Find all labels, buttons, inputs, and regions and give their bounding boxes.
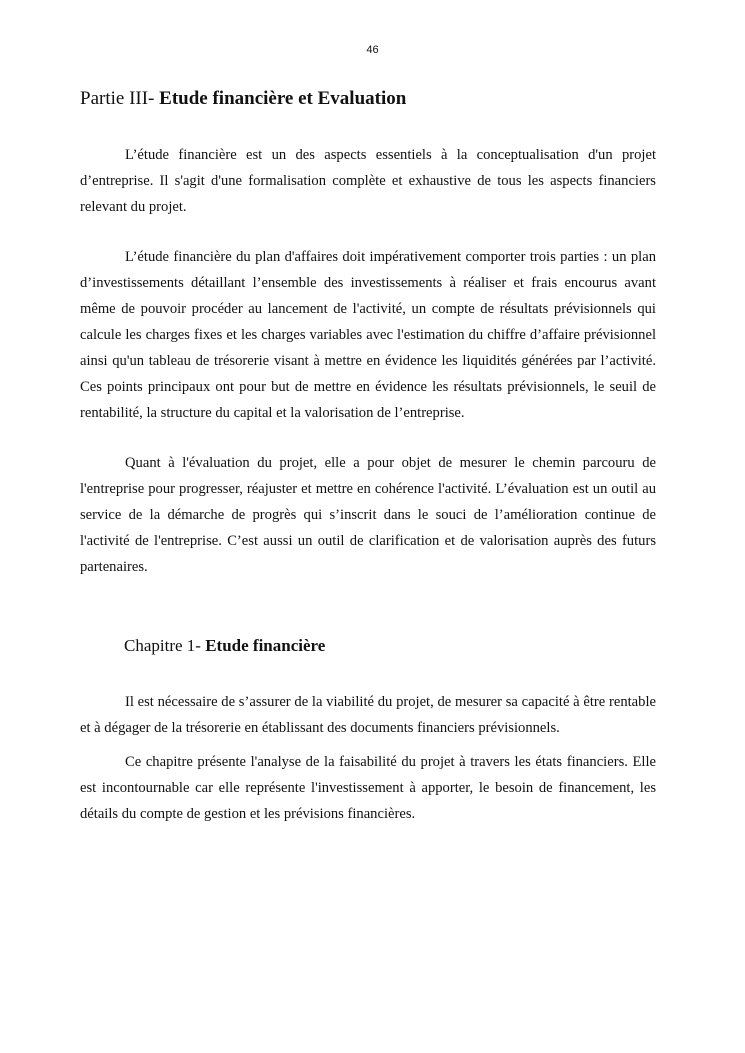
chapter-section	[80, 689, 656, 827]
part-heading-prefix: Partie III-	[80, 88, 160, 109]
chapter-heading	[124, 636, 325, 656]
paragraph: Il est nécessaire de s’assurer de la viabilité du projet, de mesurer sa capacité à être rentable et à dégager de la trésorerie en établissant des documents financiers prévisionnels.	[80, 694, 656, 736]
page-number: 46	[366, 44, 379, 56]
part-heading	[80, 88, 406, 110]
paragraph: L’étude financière du plan d'affaires doit impérativement comporter trois parties : un plan d’investissements détaillant l’ensemble des investissements à réaliser et frais encourus avant même de pouvoir procéder au lancement de l'activité, un compte de résultats prévisionnels qui calcule les charges fixes et les charges variables avec l'estimation du chiffre d’affaire prévisionnel ainsi qu'un tableau de trésorerie visant à mettre en évidence les liquidités générées par l’activité. Ces points principaux ont pour but de mettre en évidence les résultats prévisionnels, le seuil de rentabilité, la structure du capital et la valorisation de l’entreprise.	[80, 249, 656, 421]
paragraph: L’étude financière est un des aspects essentiels à la conceptualisation d'un projet d’entreprise. Il s'agit d'une formalisation complète et exhaustive de tous les aspects financiers relevant du projet.	[80, 147, 656, 215]
part-heading-title: Etude financière et Evaluation	[159, 88, 407, 109]
chapter-heading-prefix: Chapitre 1-	[124, 636, 206, 655]
paragraph: Quant à l'évaluation du projet, elle a pour objet de mesurer le chemin parcouru de l'entreprise pour progresser, réajuster et mettre en cohérence l'activité. L’évaluation est un outil au service de la démarche de progrès qui s’inscrit dans le souci de l’amélioration continue de l'activité de l'entreprise. C’est aussi un outil de clarification et de valorisation auprès des futurs partenaires.	[80, 455, 656, 575]
part-intro-section	[80, 142, 656, 580]
paragraph: Ce chapitre présente l'analyse de la faisabilité du projet à travers les états financiers. Elle est incontournable car elle représente l'investissement à apporter, le besoin de financement, les détails du compte de gestion et les prévisions financières.	[80, 754, 656, 822]
chapter-heading-title: Etude financière	[205, 636, 326, 655]
